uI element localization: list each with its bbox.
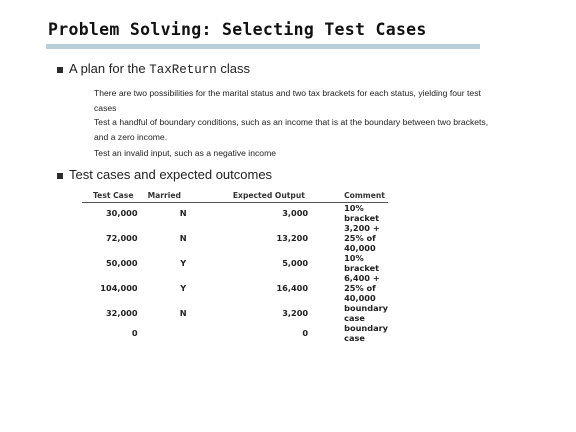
- header-expected-output: Expected Output: [213, 189, 308, 203]
- cell-married: Y: [180, 283, 187, 293]
- subpoint-marital-status: There are two possibilities for the marital status and two tax brackets for each status, yielding four test cases: [94, 88, 481, 113]
- cell-married: Y: [180, 258, 187, 268]
- cell-comment: 10% bracket: [344, 203, 380, 223]
- cell-test-case: 30,000: [105, 208, 138, 218]
- cell-test-case: 104,000: [100, 283, 138, 293]
- cell-expected-output: 3,000: [282, 208, 309, 218]
- table-row: [82, 253, 388, 273]
- class-name-code: TaxReturn: [149, 63, 217, 77]
- header-comment: Comment: [308, 189, 388, 203]
- cell-comment: boundary case: [344, 323, 388, 343]
- bullet-marker: [57, 67, 63, 73]
- table-header-row: [82, 189, 388, 203]
- subpoint-boundary-conditions: Test a handful of boundary conditions, such as an income that is at the boundary between two brackets, and a zero income.: [94, 117, 489, 142]
- bullet-text-test-cases: Test cases and expected outcomes: [69, 167, 273, 182]
- subpoint-invalid-input: Test an invalid input, such as a negative income: [94, 148, 277, 158]
- cell-married: N: [179, 208, 187, 218]
- table-row: [82, 223, 388, 253]
- cell-expected-output: 3,200: [282, 308, 309, 318]
- cell-comment: boundary case: [344, 303, 388, 323]
- cell-comment: 10% bracket: [344, 253, 380, 273]
- header-married: Married: [138, 189, 213, 203]
- bullet-prefix: A plan for the: [69, 61, 150, 76]
- cell-test-case: 72,000: [105, 233, 138, 243]
- bullet-marker: [57, 173, 63, 179]
- cell-married: N: [179, 308, 187, 318]
- cell-expected-output: 5,000: [282, 258, 309, 268]
- cell-test-case: 32,000: [105, 308, 138, 318]
- test-case-table: [82, 189, 388, 343]
- table-row: [82, 273, 388, 303]
- cell-comment: 6,400 + 25% of 40,000: [344, 273, 380, 303]
- table-row: [82, 323, 388, 343]
- bullet-suffix: class: [216, 61, 250, 76]
- table-row: [82, 203, 388, 224]
- bullet-text-plan: [69, 61, 250, 77]
- cell-married: [138, 323, 213, 343]
- cell-married: N: [179, 233, 187, 243]
- cell-test-case: 0: [131, 328, 138, 338]
- table-row: [82, 303, 388, 323]
- title-underline: [46, 44, 480, 49]
- cell-expected-output: 13,200: [276, 233, 309, 243]
- cell-test-case: 50,000: [105, 258, 138, 268]
- cell-expected-output: 16,400: [276, 283, 309, 293]
- slide-title: Problem Solving: Selecting Test Cases: [48, 20, 427, 39]
- cell-comment: 3,200 + 25% of 40,000: [344, 223, 380, 253]
- header-test-case: Test Case: [82, 189, 138, 203]
- cell-expected-output: 0: [302, 328, 309, 338]
